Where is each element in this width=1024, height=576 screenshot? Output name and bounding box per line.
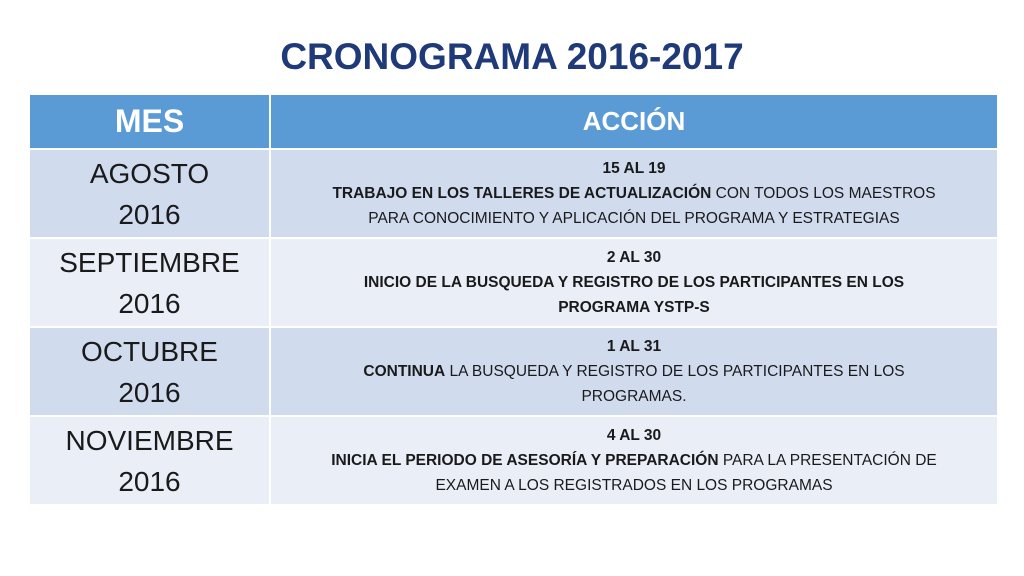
table-row bbox=[29, 149, 998, 238]
action-bold-text: INICIA EL PERIODO DE ASESORÍA Y PREPARACIÓN bbox=[331, 452, 719, 469]
action-dates: 15 AL 19 bbox=[602, 160, 666, 177]
action-cell bbox=[270, 416, 998, 505]
month-name: OCTUBRE bbox=[81, 335, 218, 367]
action-text-line2: EXAMEN A LOS REGISTRADOS EN LOS PROGRAMAS bbox=[435, 477, 833, 494]
header-accion bbox=[270, 94, 998, 149]
action-text: PARA LA PRESENTACIÓN DE bbox=[718, 452, 937, 469]
header-mes bbox=[29, 94, 270, 149]
table-row bbox=[29, 238, 998, 327]
action-text: LA BUSQUEDA Y REGISTRO DE LOS PARTICIPANTES EN LOS bbox=[445, 363, 905, 380]
action-text-line2: PARA CONOCIMIENTO Y APLICACIÓN DEL PROGRAMA Y ESTRATEGIAS bbox=[368, 210, 900, 227]
month-cell bbox=[29, 416, 270, 505]
action-bold-text: INICIO DE LA BUSQUEDA Y REGISTRO DE LOS PARTICIPANTES EN LOS bbox=[363, 274, 905, 291]
month-cell bbox=[29, 149, 270, 238]
month-name: SEPTIEMBRE bbox=[59, 246, 240, 278]
header-accion-label: ACCIÓN bbox=[582, 106, 686, 136]
schedule-table bbox=[28, 93, 999, 506]
action-dates: 1 AL 31 bbox=[606, 338, 662, 355]
action-bold-text-line2: PROGRAMA YSTP-S bbox=[558, 299, 710, 316]
action-text: CON TODOS LOS MAESTROS bbox=[711, 185, 936, 202]
action-bold-text: TRABAJO EN LOS TALLERES DE ACTUALIZACIÓN bbox=[332, 185, 712, 202]
action-dates: 2 AL 30 bbox=[606, 249, 662, 266]
month-year: 2016 bbox=[118, 376, 181, 408]
month-cell bbox=[29, 238, 270, 327]
table-row bbox=[29, 416, 998, 505]
table-header-row bbox=[29, 94, 998, 149]
month-cell bbox=[29, 327, 270, 416]
month-name: AGOSTO bbox=[89, 157, 210, 189]
month-year: 2016 bbox=[118, 465, 181, 497]
month-year: 2016 bbox=[118, 198, 181, 230]
table-row bbox=[29, 327, 998, 416]
action-dates: 4 AL 30 bbox=[606, 427, 662, 444]
month-year: 2016 bbox=[118, 287, 181, 319]
action-text-line2: PROGRAMAS. bbox=[581, 388, 687, 405]
action-cell bbox=[270, 238, 998, 327]
month-name: NOVIEMBRE bbox=[65, 424, 234, 456]
action-bold-text: CONTINUA bbox=[363, 363, 446, 380]
action-cell bbox=[270, 327, 998, 416]
page-title: CRONOGRAMA 2016-2017 bbox=[280, 36, 744, 77]
action-cell bbox=[270, 149, 998, 238]
header-mes-label: MES bbox=[114, 103, 185, 139]
